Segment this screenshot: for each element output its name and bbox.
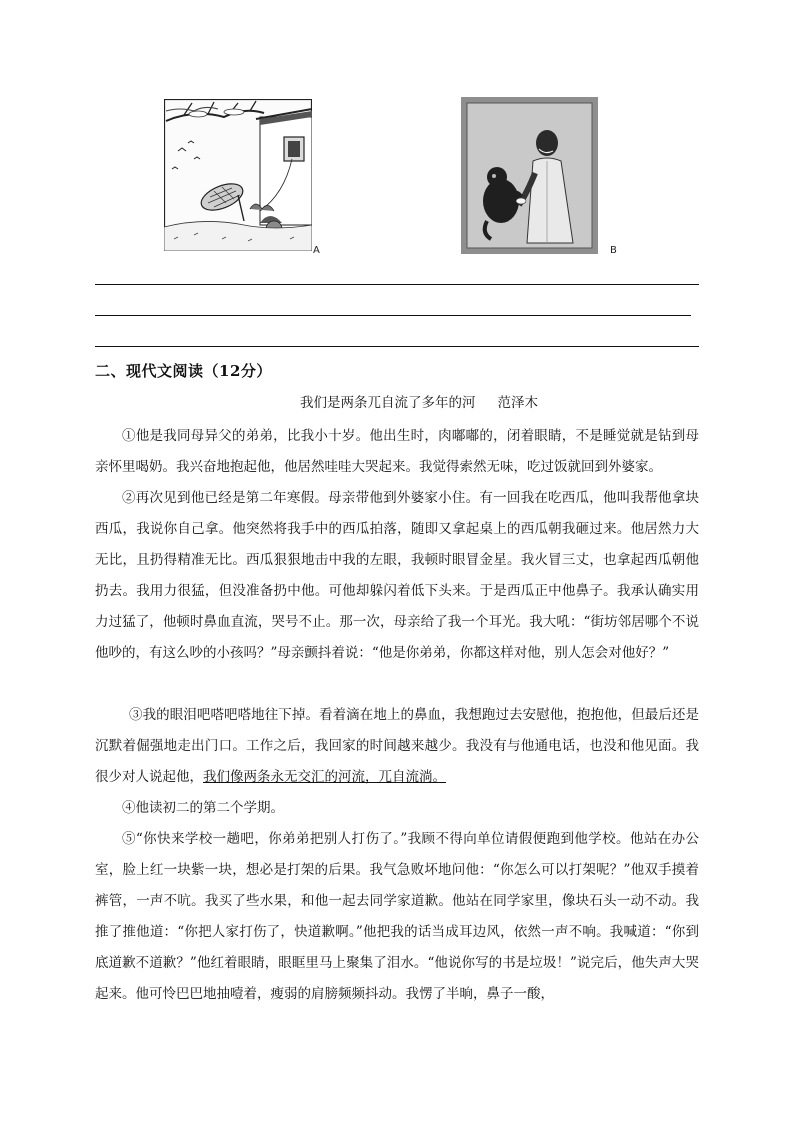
figure-b-man-and-monkey (461, 97, 598, 254)
answer-line-1 (95, 284, 699, 285)
figure-a-drawing (164, 99, 312, 251)
paragraph-3-text: ③我的眼泪吧嗒吧嗒地往下掉。看着滴在地上的鼻血，我想跑过去安慰他，抱抱他，但最后还是沉默着倔强地走出门口。工作之后，我回家的时间越来越少。我没有与他通电话，也没和他见面。我很少对人说起他， (95, 707, 699, 785)
paragraph-4: ④他读初二的第二个学期。 (122, 800, 284, 816)
paragraph-2: ②再次见到他已经是第二年寒假。母亲带他到外婆家小住。有一回我在吃西瓜，他叫我帮他拿块西瓜，我说你自己拿。他突然将我手中的西瓜拍落，随即又拿起桌上的西瓜朝我砸过来。他居然力大无比，且扔得精准无比。西瓜狠狠地击中我的左眼，我顿时眼冒金星。我火冒三丈，也拿起西瓜朝他扔去。我用力很猛，但没准备扔中他。可他却躲闪着低下头来。于是西瓜正中他鼻子。我承认确实用力过猛了，他顿时鼻血直流，哭号不止。那一次，母亲给了我一个耳光。我大吼：“街坊邻居哪个不说他吵的，有这么吵的小孩吗？”母亲颤抖着说：“他是你弟弟，你都这样对他，别人怎会对他好？” (95, 490, 699, 661)
figure-a-label: A (313, 245, 320, 256)
article-author: 范泽木 (497, 395, 538, 411)
figure-b-label: B (610, 245, 617, 256)
underlined-sentence: 我们像两条永无交汇的河流，兀自流淌。 (203, 769, 446, 785)
article-title: 我们是两条兀自流了多年的河 (300, 395, 476, 411)
answer-line-2 (95, 315, 691, 316)
section-heading: 二、现代文阅读（12分） (95, 362, 272, 380)
figure-b-drawing (461, 97, 598, 254)
figure-a-winter-scene (164, 99, 312, 251)
paragraph-5: ⑤“你快来学校一趟吧，你弟弟把别人打伤了。”我顾不得向单位请假便跑到他学校。他站在办公室，脸上红一块紫一块，想必是打架的后果。我气急败坏地问他：“你怎么可以打架呢？”他双手摸着裤管，一声不吭。我买了些水果，和他一起去同学家道歉。他站在同学家里，像块石头一动不动。我推了推他道：“你把人家打伤了，快道歉啊。”他把我的话当成耳边风，依然一声不响。我喊道：“你到底道歉不道歉？”他红着眼睛，眼眶里马上聚集了泪水。“他说你写的书是垃圾！”说完后，他失声大哭起来。他可怜巴巴地抽噎着，瘦弱的肩膀频频抖动。我愣了半晌，鼻子一酸， (95, 831, 699, 1002)
article-title-line (300, 391, 538, 411)
answer-line-3 (95, 346, 699, 347)
paragraph-1: ①他是我同母异父的弟弟，比我小十岁。他出生时，肉嘟嘟的，闭着眼睛，不是睡觉就是钻到母亲怀里喝奶。我兴奋地抱起他，他居然哇哇大哭起来。我觉得索然无味，吃过饭就回到外婆家。 (95, 428, 699, 475)
paragraph-3 (95, 700, 699, 793)
